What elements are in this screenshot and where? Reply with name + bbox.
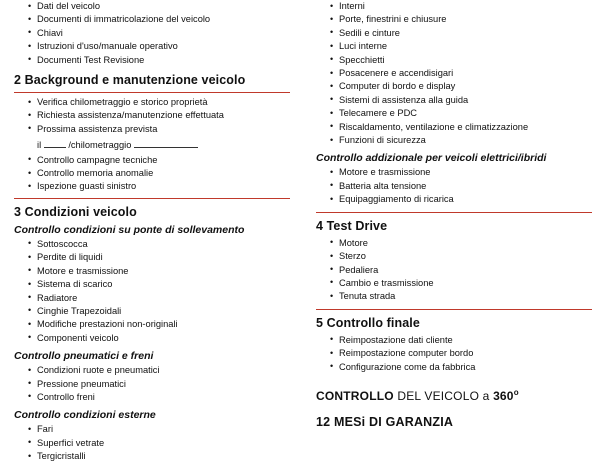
list-item: • Cinghie Trapezoidali (28, 305, 290, 318)
date-blank-field[interactable] (44, 138, 66, 148)
list-item: • Porte, finestrini e chiusure (330, 13, 592, 26)
list-item: • Documenti Test Revisione (28, 54, 290, 67)
list-item: • Prossima assistenza prevista (28, 123, 290, 136)
subsection-condizioni-esterne: Controllo condizioni esterne (14, 409, 156, 422)
divider (14, 198, 290, 199)
list-item: • Istruzioni d'uso/manuale operativo (28, 40, 290, 53)
list-item: • Interni (330, 0, 592, 13)
list-item: • Configurazione come da fabbrica (330, 361, 592, 374)
list-item: • Ispezione guasti sinistro (28, 180, 290, 193)
divider (316, 212, 592, 213)
section-2-list (14, 96, 290, 136)
section-title-background: 2 Background e manutenzione veicolo (14, 73, 246, 88)
footer-controllo-bold: CONTROLLO (316, 388, 394, 403)
ponte-sollevamento-list (14, 238, 290, 345)
list-item: • Luci interne (330, 40, 592, 53)
subsection-pneumatici-freni: Controllo pneumatici e freni (14, 350, 154, 363)
subsection-ponte-sollevamento: Controllo condizioni su ponte di sollevamento (14, 223, 245, 236)
list-item: • Funzioni di sicurezza (330, 134, 592, 147)
list-item: • Controllo freni (28, 391, 290, 404)
pneumatici-freni-list (14, 364, 290, 404)
list-item: • Controllo campagne tecniche (28, 154, 290, 167)
km-blank-field[interactable] (134, 138, 198, 148)
list-item: • Sottoscocca (28, 238, 290, 251)
list-item: • Pressione pneumatici (28, 378, 290, 391)
list-item: • Motore e trasmissione (28, 265, 290, 278)
list-item: • Posacenere e accendisigari (330, 67, 592, 80)
list-item: • Batteria alta tensione (330, 180, 592, 193)
list-item: • Motore e trasmissione (330, 166, 592, 179)
degree-symbol: o (513, 387, 519, 397)
section-2-list-after (14, 154, 290, 194)
divider (14, 92, 290, 93)
right-top-list (316, 0, 592, 147)
prossima-assistenza-fields (14, 138, 290, 152)
list-item: • Tergicristalli (28, 450, 290, 463)
list-item: • Riscaldamento, ventilazione e climatizzazione (330, 121, 592, 134)
prossima-prefix: il (37, 140, 42, 151)
controllo-finale-list (316, 334, 592, 374)
list-item: • Cambio e trasmissione (330, 277, 592, 290)
list-item: • Documenti di immatricolazione del veicolo (28, 13, 290, 26)
list-item: • Richiesta assistenza/manutenzione effettuata (28, 109, 290, 122)
list-item: • Chiavi (28, 27, 290, 40)
list-item: • Reimpostazione computer bordo (330, 347, 592, 360)
list-item: • Sterzo (330, 250, 592, 263)
list-item: • Equipaggiamento di ricarica (330, 193, 592, 206)
list-item: • Controllo memoria anomalie (28, 167, 290, 180)
list-item: • Condizioni ruote e pneumatici (28, 364, 290, 377)
list-item: • Fari (28, 423, 290, 436)
list-item: • Tenuta strada (330, 290, 592, 303)
condizioni-esterne-list (14, 423, 290, 463)
list-item: • Reimpostazione dati cliente (330, 334, 592, 347)
section-title-test-drive: 4 Test Drive (316, 218, 388, 233)
footer-controllo-360 (316, 388, 592, 403)
footer-controllo-thin: DEL VEICOLO a (393, 388, 494, 403)
list-item: • Perdite di liquidi (28, 251, 290, 264)
list-item: • Computer di bordo e display (330, 80, 592, 93)
list-item: • Superfici vetrate (28, 437, 290, 450)
test-drive-list (316, 237, 592, 304)
footer-garanzia: 12 MESi DI GARANZIA (316, 414, 454, 429)
divider (316, 309, 592, 310)
list-item: • Verifica chilometraggio e storico proprietà (28, 96, 290, 109)
list-item: • Radiatore (28, 292, 290, 305)
prossima-middle: /chilometraggio (68, 140, 132, 151)
section-title-controllo-finale: 5 Controllo finale (316, 315, 420, 330)
list-item: • Telecamere e PDC (330, 107, 592, 120)
left-column (0, 0, 300, 462)
left-top-list (14, 0, 290, 67)
list-item: • Sistemi di assistenza alla guida (330, 94, 592, 107)
veicoli-elettrici-list (316, 166, 592, 206)
subsection-veicoli-elettrici: Controllo addizionale per veicoli elettrici/ibridi (316, 152, 547, 165)
list-item: • Dati del veicolo (28, 0, 290, 13)
list-item: • Motore (330, 237, 592, 250)
footer-controllo-360-number: 360 (493, 388, 514, 403)
right-column (300, 0, 600, 450)
list-item: • Componenti veicolo (28, 332, 290, 345)
section-title-condizioni: 3 Condizioni veicolo (14, 204, 137, 219)
list-item: • Sedili e cinture (330, 27, 592, 40)
list-item: • Pedaliera (330, 264, 592, 277)
list-item: • Modifiche prestazioni non-originali (28, 318, 290, 331)
list-item: • Sistema di scarico (28, 278, 290, 291)
list-item: • Specchietti (330, 54, 592, 67)
